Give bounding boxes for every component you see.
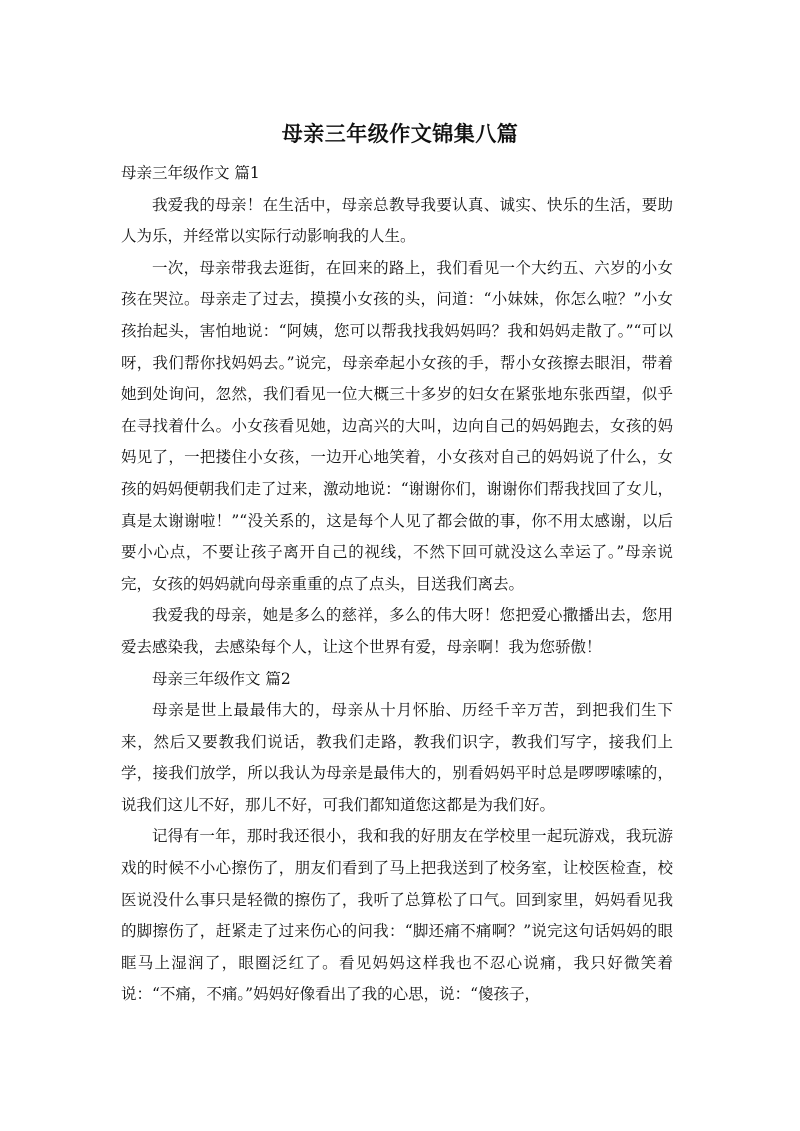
paragraph: 母亲是世上最最伟大的，母亲从十月怀胎、历经千辛万苦，到把我们生下来，然后又要教我们说话，教我们走路，教我们识字，教我们写字，接我们上学，接我们放学，所以我认为母亲是最伟大的，别看妈妈平时总是啰啰嗦嗦的，说我们这儿不好，那儿不好，可我们都知道您这都是为我们好。 [121,701,673,814]
document-body [121,158,673,1011]
section-heading-1: 母亲三年级作文 篇1 [121,164,260,182]
paragraph: 一次，母亲带我去逛街，在回来的路上，我们看见一个大约五、六岁的小女孩在哭泣。母亲走了过去，摸摸小女孩的头，问道：“小妹妹，你怎么啦？”小女孩抬起头，害怕地说：“阿姨，您可以帮我找我妈妈吗？我和妈妈走散了。”“可以呀，我们帮你找妈妈去。”说完，母亲牵起小女孩的手，帮小女孩擦去眼泪，带着她到处询问，忽然，我们看见一位大概三十多岁的妇女在紧张地东张西望，似乎在寻找着什么。小女孩看见她，边高兴的大叫，边向自己的妈妈跑去，女孩的妈妈见了，一把搂住小女孩，一边开心地笑着，小女孩对自己的妈妈说了什么，女孩的妈妈便朝我们走了过来，激动地说：“谢谢你们，谢谢你们帮我找回了女儿，真是太谢谢啦！”“没关系的，这是每个人见了都会做的事，你不用太感谢，以后要小心点，不要让孩子离开自己的视线，不然下回可就没这么幸运了。”母亲说完，女孩的妈妈就向母亲重重的点了点头，目送我们离去。 [121,258,673,593]
document-title: 母亲三年级作文锦集八篇 [281,122,519,146]
paragraph: 我爱我的母亲！在生活中，母亲总教导我要认真、诚实、快乐的生活，要助人为乐，并经常以实际行动影响我的人生。 [121,195,673,246]
paragraph: 记得有一年，那时我还很小，我和我的好朋友在学校里一起玩游戏，我玩游戏的时候不小心擦伤了，朋友们看到了马上把我送到了校务室，让校医检查，校医说没什么事只是轻微的擦伤了，我听了总算松了口气。回到家里，妈妈看见我的脚擦伤了，赶紧走了过来伤心的问我：“脚还痛不痛啊？”说完这句话妈妈的眼眶马上湿润了，眼圈泛红了。看见妈妈这样我也不忍心说痛，我只好微笑着说：“不痛，不痛。”妈妈好像看出了我的心思，说：“傻孩子， [121,827,673,1004]
paragraph: 我爱我的母亲，她是多么的慈祥，多么的伟大呀！您把爱心撒播出去，您用爱去感染我，去感染每个人，让这个世界有爱，母亲啊！我为您骄傲！ [121,606,673,656]
section-heading-2: 母亲三年级作文 篇2 [152,669,291,688]
